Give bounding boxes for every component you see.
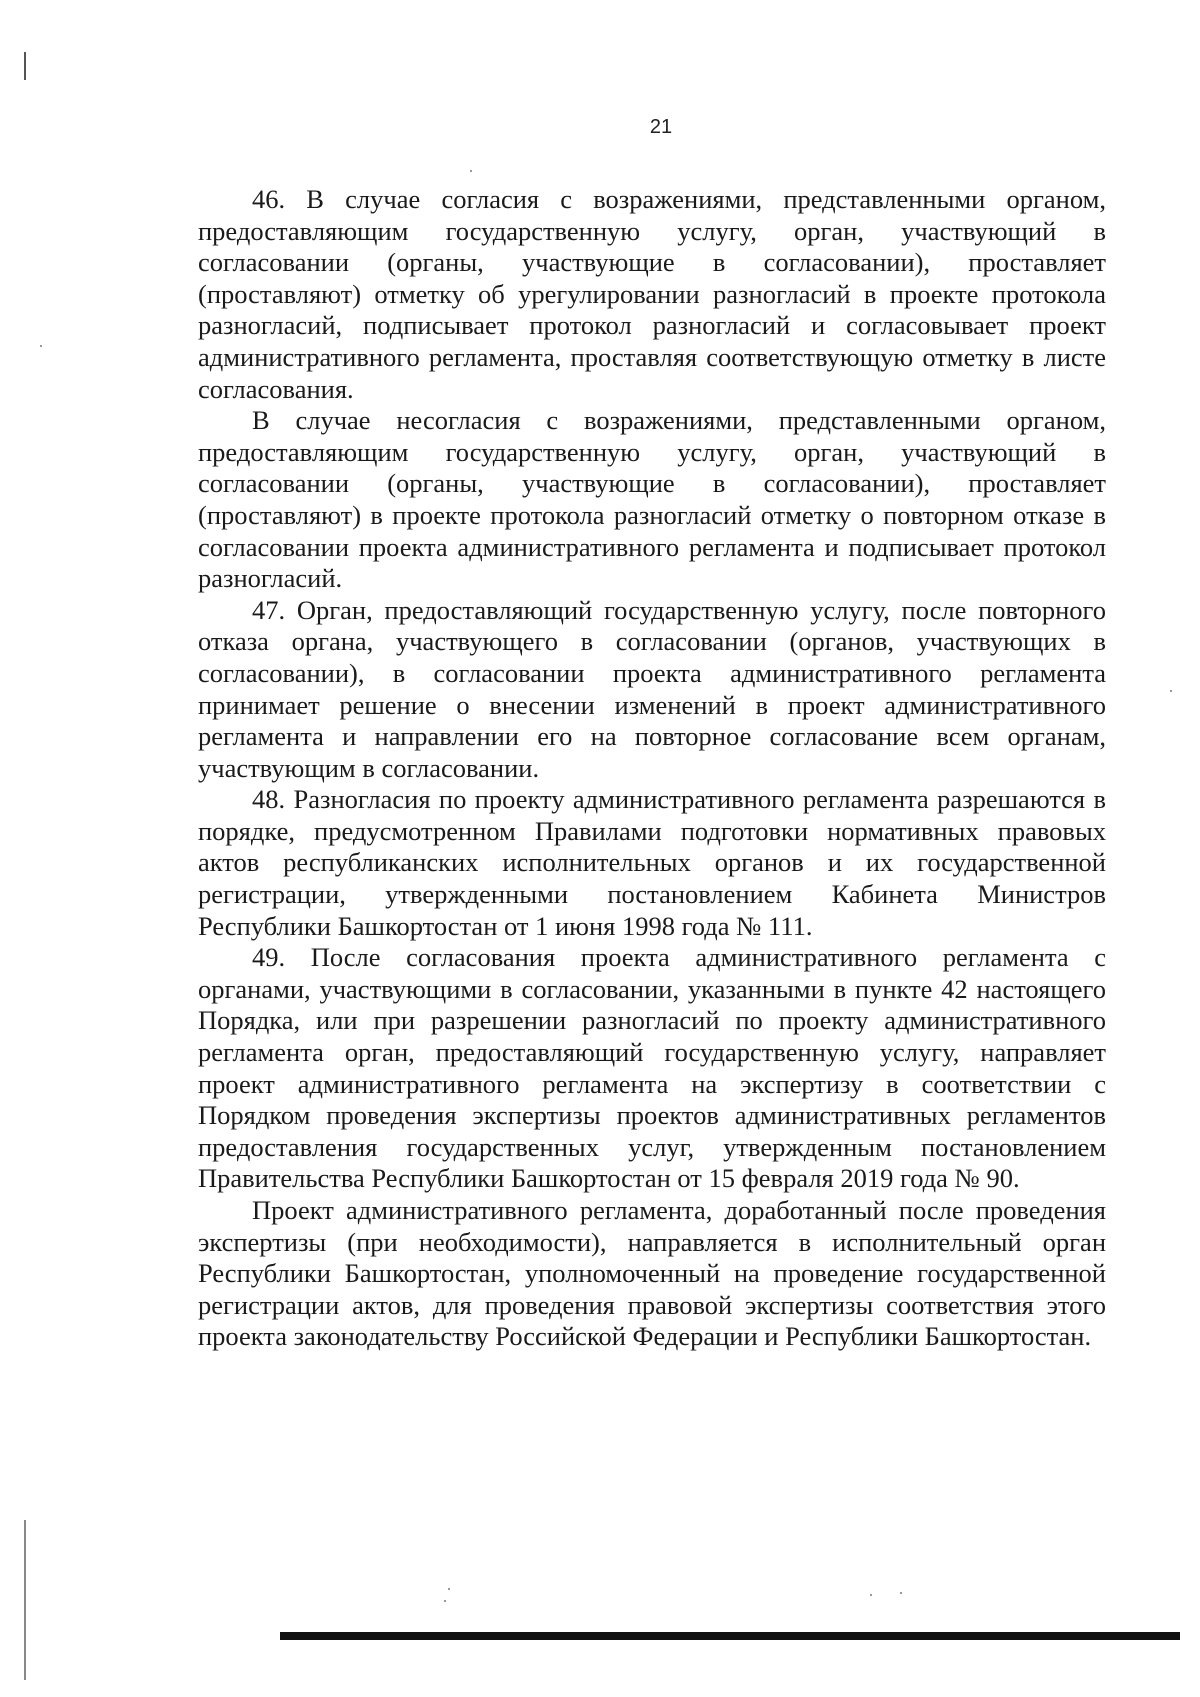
page-number: 21 xyxy=(649,116,673,138)
document-body xyxy=(198,184,1106,1353)
scan-speck xyxy=(40,345,42,347)
scan-speck xyxy=(1170,690,1172,692)
scan-speck xyxy=(470,170,472,172)
paragraph-46-continued: В случае несогласия с возражениями, представленными органом, предоставляющим государственную услугу, орган, участвующий в согласовании (органы, участвующие в согласовании), проставляет (проставляют) в проекте протокола разногласий отметку о повторном отказе в согласовании проекта административного регламента и подписывает протокол разногласий. xyxy=(198,405,1106,594)
paragraph-46: 46. В случае согласия с возражениями, представленными органом, предоставляющим государственную услугу, орган, участвующий в согласовании (органы, участвующие в согласовании), проставляет (проставляют) отметку об урегулировании разногласий в проекте протокола разногласий, подписывает протокол разногласий и согласовывает проект административного регламента, проставляя соответствующую отметку в листе согласования. xyxy=(198,184,1106,404)
scan-speck xyxy=(900,1592,902,1594)
scan-speck xyxy=(444,1600,446,1602)
scan-speck xyxy=(870,1594,872,1596)
scan-speck xyxy=(448,1588,450,1590)
scan-artifact-mark xyxy=(24,52,26,80)
scan-artifact-mark xyxy=(24,1520,26,1680)
bottom-scan-rule xyxy=(280,1632,1180,1640)
paragraph-48: 48. Разногласия по проекту административного регламента разрешаются в порядке, предусмотренном Правилами подготовки нормативных правовых актов республиканских исполнительных органов и их государственной регистрации, утвержденными постановлением Кабинета Министров Республики Башкортостан от 1 июня 1998 года № 111. xyxy=(198,784,1106,941)
paragraph-47: 47. Орган, предоставляющий государственную услугу, после повторного отказа органа, участвующего в согласовании (органов, участвующих в согласовании), в согласовании проекта административного регламента принимает решение о внесении изменений в проект административного регламента и направлении его на повторное согласование всем органам, участвующим в согласовании. xyxy=(198,594,1106,783)
paragraph-49: 49. После согласования проекта административного регламента с органами, участвующими в согласовании, указанными в пункте 42 настоящего Порядка, или при разрешении разногласий по проекту административного регламента орган, предоставляющий государственную услугу, направляет проект административного регламента на экспертизу в соответствии с Порядком проведения экспертизы проектов административных регламентов предоставления государственных услуг, утвержденным постановлением Правительства Республики Башкортостан от 15 февраля 2019 года № 90. xyxy=(198,942,1106,1194)
paragraph-49-continued: Проект административного регламента, доработанный после проведения экспертизы (при необходимости), направляется в исполнительный орган Республики Башкортостан, уполномоченный на проведение государственной регистрации актов, для проведения правовой экспертизы соответствия этого проекта законодательству Российской Федерации и Республики Башкортостан. xyxy=(198,1195,1106,1352)
